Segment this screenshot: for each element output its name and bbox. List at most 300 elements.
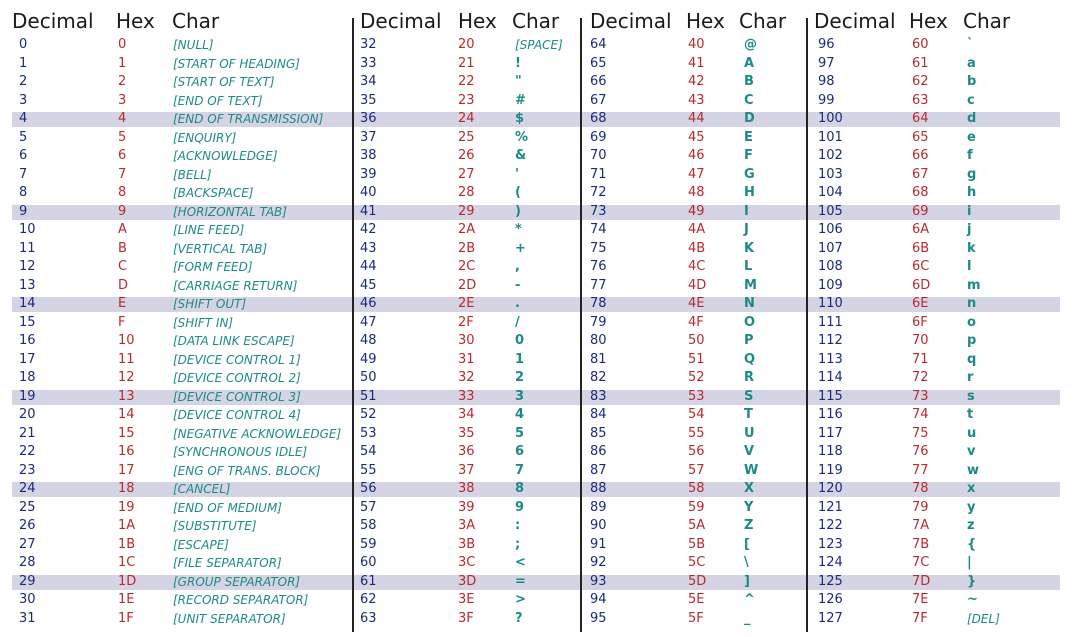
highlight-band (12, 297, 1060, 312)
hex-cell: 3 (118, 92, 127, 108)
char-cell: 0 (515, 333, 525, 348)
hex-cell: 3F (458, 610, 474, 626)
char-cell: ! (515, 55, 521, 71)
decimal-cell: 35 (360, 92, 377, 108)
char-cell: [DEVICE CONTROL 4] (173, 408, 301, 422)
char-cell: D (744, 111, 755, 126)
hex-cell: 1B (118, 536, 136, 552)
hex-cell: 23 (458, 92, 475, 108)
char-cell: k (967, 240, 976, 256)
decimal-cell: 1 (19, 55, 28, 71)
decimal-cell: 2 (19, 74, 28, 89)
hex-cell: F (118, 314, 126, 330)
decimal-cell: 92 (590, 555, 607, 570)
hex-cell: 79 (912, 499, 929, 515)
decimal-cell: 125 (818, 573, 843, 589)
highlight-band (12, 482, 1060, 497)
hex-cell: 5D (688, 573, 707, 589)
char-cell: ' (515, 166, 519, 182)
char-cell: s (967, 388, 975, 404)
char-cell: | (967, 555, 972, 570)
hex-cell: 1A (118, 518, 136, 533)
hex-cell: 75 (912, 425, 929, 441)
header-decimal: Decimal (590, 9, 672, 33)
decimal-cell: 4 (19, 111, 28, 126)
hex-cell: 60 (912, 37, 929, 52)
hex-cell: 36 (458, 444, 475, 459)
char-cell: [ENQUIRY] (173, 130, 237, 145)
hex-cell: 4C (688, 259, 706, 274)
char-cell: M (744, 277, 757, 293)
hex-cell: 73 (912, 388, 929, 404)
hex-cell: 63 (912, 92, 929, 108)
hex-cell: 4 (118, 111, 127, 126)
decimal-cell: 38 (360, 148, 377, 163)
decimal-cell: 43 (360, 240, 377, 256)
decimal-cell: 100 (818, 111, 843, 126)
char-cell: \ (744, 555, 749, 570)
hex-cell: 41 (688, 55, 705, 71)
char-cell: G (744, 166, 755, 182)
decimal-cell: 127 (818, 610, 843, 626)
char-cell: 7 (515, 462, 525, 478)
hex-cell: 3D (458, 573, 477, 589)
char-cell: [RECORD SEPARATOR] (173, 593, 309, 607)
decimal-cell: 42 (360, 222, 377, 237)
decimal-cell: 21 (19, 425, 36, 441)
decimal-cell: 5 (19, 129, 28, 145)
decimal-cell: 46 (360, 296, 377, 311)
hex-cell: 5E (688, 592, 705, 607)
decimal-cell: 27 (19, 536, 36, 552)
hex-cell: 5 (118, 129, 127, 145)
hex-cell: 3C (458, 555, 476, 570)
char-cell: z (967, 518, 975, 533)
char-cell: [DEVICE CONTROL 1] (173, 352, 301, 367)
char-cell: S (744, 388, 754, 404)
decimal-cell: 85 (590, 425, 607, 441)
decimal-cell: 73 (590, 203, 607, 219)
header-hex: Hex (909, 9, 948, 33)
hex-cell: 1F (118, 610, 134, 626)
char-cell: , (515, 259, 520, 274)
char-cell: [BELL] (173, 167, 212, 182)
hex-cell: 29 (458, 203, 475, 219)
hex-cell: 57 (688, 462, 705, 478)
highlight-band (12, 205, 1060, 220)
decimal-cell: 13 (19, 277, 36, 293)
hex-cell: 5A (688, 518, 706, 533)
decimal-cell: 22 (19, 444, 36, 459)
decimal-cell: 123 (818, 536, 843, 552)
decimal-cell: 0 (19, 37, 28, 52)
hex-cell: 64 (912, 111, 929, 126)
decimal-cell: 76 (590, 259, 607, 274)
hex-cell: 43 (688, 92, 705, 108)
hex-cell: 2 (118, 74, 127, 89)
char-cell: ; (515, 536, 521, 552)
hex-cell: 6 (118, 148, 127, 163)
char-cell: + (515, 240, 526, 256)
hex-cell: 53 (688, 388, 705, 404)
char-cell: [LINE FEED] (173, 223, 245, 237)
hex-cell: 77 (912, 462, 929, 478)
char-cell: B (744, 74, 754, 89)
decimal-cell: 31 (19, 610, 36, 626)
hex-cell: A (118, 222, 127, 237)
char-cell: [NEGATIVE ACKNOWLEDGE] (173, 426, 342, 441)
hex-cell: 3A (458, 518, 476, 533)
char-cell: C (744, 92, 754, 108)
decimal-cell: 96 (818, 37, 835, 52)
char-cell: 1 (515, 351, 525, 367)
hex-cell: 71 (912, 351, 929, 367)
char-cell: b (967, 74, 977, 89)
hex-cell: 8 (118, 185, 127, 200)
decimal-cell: 105 (818, 203, 843, 219)
char-cell: 6 (515, 444, 525, 459)
char-cell: I (744, 203, 749, 219)
decimal-cell: 39 (360, 166, 377, 182)
decimal-cell: 89 (590, 499, 607, 515)
hex-cell: 18 (118, 481, 135, 496)
header-char: Char (512, 9, 560, 33)
decimal-cell: 98 (818, 74, 835, 89)
hex-cell: 6E (912, 296, 929, 311)
decimal-cell: 77 (590, 277, 607, 293)
decimal-cell: 52 (360, 407, 377, 422)
hex-cell: 13 (118, 388, 135, 404)
hex-cell: 30 (458, 333, 475, 348)
char-cell: R (744, 370, 755, 385)
hex-cell: 12 (118, 370, 135, 385)
highlight-band (12, 575, 1060, 590)
char-cell: y (967, 499, 976, 515)
char-cell: O (744, 314, 756, 330)
decimal-cell: 37 (360, 129, 377, 145)
char-cell: J (744, 222, 749, 237)
char-cell: [SYNCHRONOUS IDLE] (173, 445, 308, 459)
hex-cell: 35 (458, 425, 475, 441)
decimal-cell: 48 (360, 333, 377, 348)
char-cell: $ (515, 111, 525, 126)
header-char: Char (172, 9, 220, 33)
hex-cell: 59 (688, 499, 705, 515)
decimal-cell: 113 (818, 351, 843, 367)
decimal-cell: 8 (19, 185, 28, 200)
decimal-cell: 63 (360, 610, 377, 626)
char-cell: [GROUP SEPARATOR] (173, 574, 301, 589)
hex-cell: 27 (458, 166, 475, 182)
char-cell: 8 (515, 481, 525, 496)
hex-cell: 46 (688, 148, 705, 163)
hex-cell: 6B (912, 240, 930, 256)
decimal-cell: 7 (19, 166, 28, 182)
decimal-cell: 86 (590, 444, 607, 459)
hex-cell: 52 (688, 370, 705, 385)
header-char: Char (963, 9, 1011, 33)
decimal-cell: 55 (360, 462, 377, 478)
char-cell: % (515, 129, 529, 145)
char-cell: [DEL] (967, 611, 1000, 626)
decimal-cell: 67 (590, 92, 607, 108)
hex-cell: 51 (688, 351, 705, 367)
char-cell: 2 (515, 370, 525, 385)
decimal-cell: 110 (818, 296, 843, 311)
hex-cell: 3B (458, 536, 476, 552)
decimal-cell: 28 (19, 555, 36, 570)
decimal-cell: 118 (818, 444, 843, 459)
hex-cell: 2A (458, 222, 476, 237)
char-cell: 3 (515, 388, 525, 404)
hex-cell: 74 (912, 407, 929, 422)
hex-cell: 14 (118, 407, 135, 422)
hex-cell: 0 (118, 37, 127, 52)
decimal-cell: 81 (590, 351, 607, 367)
char-cell: [END OF TEXT] (173, 93, 263, 108)
decimal-cell: 79 (590, 314, 607, 330)
decimal-cell: 17 (19, 351, 36, 367)
hex-cell: 69 (912, 203, 929, 219)
char-cell: / (515, 314, 520, 330)
char-cell: o (967, 314, 976, 330)
hex-cell: 32 (458, 370, 475, 385)
char-cell: L (744, 259, 753, 274)
decimal-cell: 124 (818, 555, 843, 570)
decimal-cell: 65 (590, 55, 607, 71)
hex-cell: 28 (458, 185, 475, 200)
decimal-cell: 50 (360, 370, 377, 385)
hex-cell: 37 (458, 462, 475, 478)
char-cell: 9 (515, 499, 525, 515)
column-separator (580, 18, 582, 632)
decimal-cell: 64 (590, 37, 607, 52)
hex-cell: 4E (688, 296, 705, 311)
decimal-cell: 40 (360, 185, 377, 200)
header-hex: Hex (686, 9, 725, 33)
decimal-cell: 83 (590, 388, 607, 404)
hex-cell: 16 (118, 444, 135, 459)
decimal-cell: 69 (590, 129, 607, 145)
hex-cell: 6A (912, 222, 930, 237)
char-cell: f (967, 148, 973, 163)
char-cell: q (967, 351, 977, 367)
decimal-cell: 126 (818, 592, 843, 607)
hex-cell: 10 (118, 333, 135, 348)
decimal-cell: 93 (590, 573, 607, 589)
hex-cell: 11 (118, 351, 135, 367)
hex-cell: 61 (912, 55, 929, 71)
hex-cell: 47 (688, 166, 705, 182)
decimal-cell: 120 (818, 481, 843, 496)
decimal-cell: 47 (360, 314, 377, 330)
char-cell: v (967, 444, 976, 459)
char-cell: N (744, 296, 755, 311)
hex-cell: 78 (912, 481, 929, 496)
decimal-cell: 94 (590, 592, 607, 607)
char-cell: A (744, 55, 755, 71)
decimal-cell: 70 (590, 148, 607, 163)
char-cell: [ENG OF TRANS. BLOCK] (173, 463, 321, 478)
decimal-cell: 112 (818, 333, 843, 348)
hex-cell: 6D (912, 277, 931, 293)
char-cell: 4 (515, 407, 525, 422)
hex-cell: 7D (912, 573, 931, 589)
char-cell: p (967, 333, 977, 348)
decimal-cell: 12 (19, 259, 36, 274)
decimal-cell: 72 (590, 185, 607, 200)
hex-cell: 55 (688, 425, 705, 441)
decimal-cell: 104 (818, 185, 843, 200)
hex-cell: 67 (912, 166, 929, 182)
hex-cell: 2C (458, 259, 476, 274)
decimal-cell: 109 (818, 277, 843, 293)
decimal-cell: 26 (19, 518, 36, 533)
decimal-cell: 99 (818, 92, 835, 108)
decimal-cell: 34 (360, 74, 377, 89)
decimal-cell: 44 (360, 259, 377, 274)
decimal-cell: 107 (818, 240, 843, 256)
decimal-cell: 108 (818, 259, 843, 274)
char-cell: [SPACE] (515, 38, 563, 52)
char-cell: > (515, 592, 526, 607)
decimal-cell: 6 (19, 148, 28, 163)
decimal-cell: 33 (360, 55, 377, 71)
hex-cell: 7B (912, 536, 930, 552)
hex-cell: 15 (118, 425, 135, 441)
hex-cell: 38 (458, 481, 475, 496)
hex-cell: 7F (912, 610, 928, 626)
char-cell: V (744, 444, 755, 459)
hex-cell: 44 (688, 111, 705, 126)
highlight-band (12, 390, 1060, 405)
header-decimal: Decimal (12, 9, 94, 33)
char-cell: ` (967, 37, 974, 52)
decimal-cell: 53 (360, 425, 377, 441)
hex-cell: 17 (118, 462, 135, 478)
char-cell: l (967, 259, 972, 274)
char-cell: a (967, 55, 976, 71)
decimal-cell: 56 (360, 481, 377, 496)
hex-cell: 2F (458, 314, 474, 330)
char-cell: [DATA LINK ESCAPE] (173, 334, 295, 348)
decimal-cell: 11 (19, 240, 36, 256)
decimal-cell: 15 (19, 314, 36, 330)
decimal-cell: 91 (590, 536, 607, 552)
decimal-cell: 68 (590, 111, 607, 126)
decimal-cell: 87 (590, 462, 607, 478)
hex-cell: 26 (458, 148, 475, 163)
hex-cell: 2D (458, 277, 477, 293)
char-cell: d (967, 111, 977, 126)
char-cell: = (515, 573, 526, 589)
char-cell: K (744, 240, 755, 256)
decimal-cell: 19 (19, 388, 36, 404)
hex-cell: 40 (688, 37, 705, 52)
hex-cell: 20 (458, 37, 475, 52)
char-cell: [FILE SEPARATOR] (173, 556, 282, 570)
char-cell: u (967, 425, 977, 441)
decimal-cell: 119 (818, 462, 843, 478)
char-cell: Y (744, 499, 754, 515)
decimal-cell: 54 (360, 444, 377, 459)
hex-cell: 7E (912, 592, 929, 607)
hex-cell: 33 (458, 388, 475, 404)
hex-cell: 2E (458, 296, 475, 311)
char-cell: [DEVICE CONTROL 3] (173, 389, 301, 404)
decimal-cell: 111 (818, 314, 843, 330)
char-cell: * (515, 222, 522, 237)
char-cell: Z (744, 518, 754, 533)
char-cell: { (967, 536, 977, 552)
hex-cell: 65 (912, 129, 929, 145)
char-cell: m (967, 277, 981, 293)
hex-cell: 21 (458, 55, 475, 71)
char-cell: [END OF TRANSMISSION] (173, 112, 324, 126)
char-cell: [END OF MEDIUM] (173, 500, 282, 515)
hex-cell: 1D (118, 573, 137, 589)
char-cell: [SHIFT IN] (173, 315, 234, 330)
char-cell: [SUBSTITUTE] (173, 519, 257, 533)
decimal-cell: 90 (590, 518, 607, 533)
char-cell: U (744, 425, 755, 441)
column-separator (352, 18, 354, 632)
decimal-cell: 114 (818, 370, 843, 385)
hex-cell: 2B (458, 240, 476, 256)
hex-cell: 76 (912, 444, 929, 459)
hex-cell: 42 (688, 74, 705, 89)
decimal-cell: 101 (818, 129, 843, 145)
char-cell: [START OF TEXT] (173, 75, 275, 89)
char-cell: _ (744, 610, 751, 626)
decimal-cell: 66 (590, 74, 607, 89)
decimal-cell: 57 (360, 499, 377, 515)
char-cell: - (515, 277, 521, 293)
char-cell: g (967, 166, 977, 182)
decimal-cell: 116 (818, 407, 843, 422)
decimal-cell: 115 (818, 388, 843, 404)
decimal-cell: 106 (818, 222, 843, 237)
hex-cell: 39 (458, 499, 475, 515)
hex-cell: 22 (458, 74, 475, 89)
decimal-cell: 14 (19, 296, 36, 311)
char-cell: r (967, 370, 974, 385)
char-cell: e (967, 129, 976, 145)
decimal-cell: 9 (19, 203, 28, 219)
char-cell: ~ (967, 592, 978, 607)
char-cell: x (967, 481, 976, 496)
decimal-cell: 29 (19, 573, 36, 589)
hex-cell: D (118, 277, 129, 293)
char-cell: ^ (744, 592, 755, 607)
decimal-cell: 16 (19, 333, 36, 348)
hex-cell: 7C (912, 555, 930, 570)
hex-cell: 6C (912, 259, 930, 274)
hex-cell: 1C (118, 555, 136, 570)
decimal-cell: 80 (590, 333, 607, 348)
decimal-cell: 25 (19, 499, 36, 515)
char-cell: & (515, 148, 527, 163)
hex-cell: 49 (688, 203, 705, 219)
char-cell: H (744, 185, 755, 200)
char-cell: j (967, 222, 972, 237)
decimal-cell: 3 (19, 92, 28, 108)
hex-cell: 1E (118, 592, 135, 607)
highlight-band (12, 112, 1060, 127)
char-cell: ) (515, 203, 521, 219)
char-cell: [ (744, 536, 750, 552)
char-cell: P (744, 333, 754, 348)
